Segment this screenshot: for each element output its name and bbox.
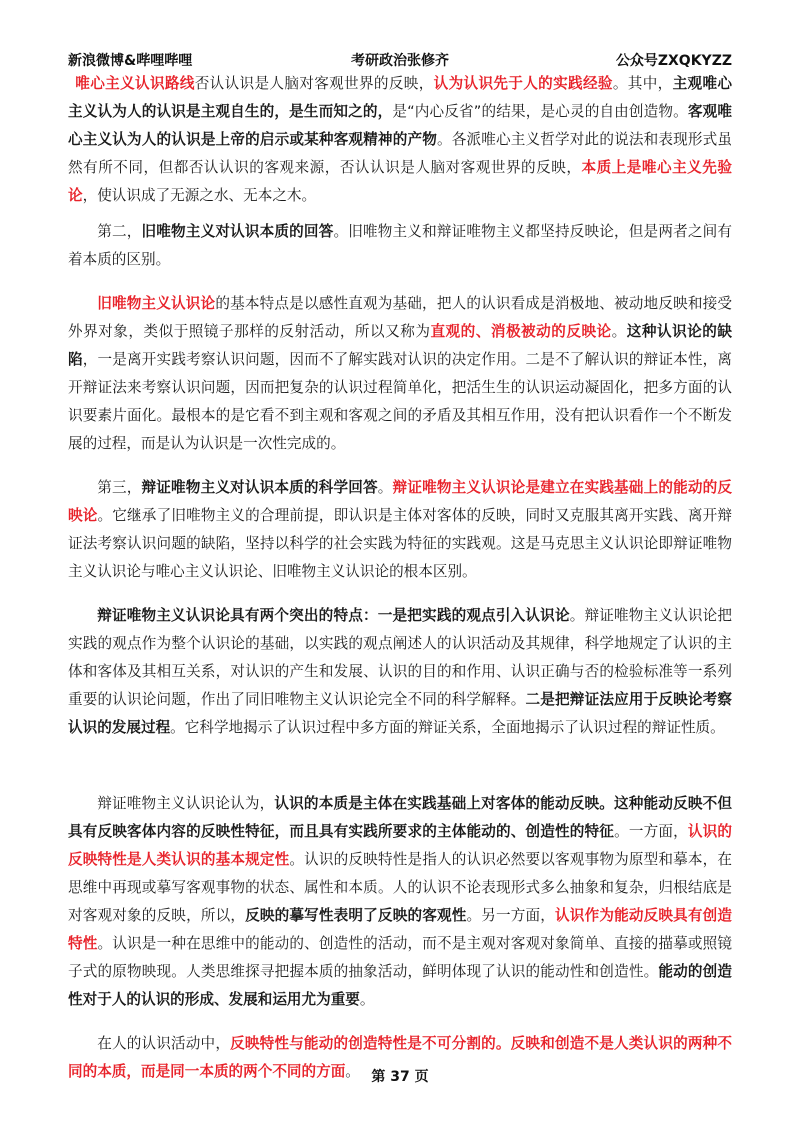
document-body (68, 70, 732, 1086)
bold-text: 反映的摹写性表明了反映的客观性 (245, 907, 467, 924)
bold-text: 主观唯心主义认为人的认识是主观自生的，是生而知之的， (68, 75, 732, 120)
paragraph (68, 290, 732, 458)
body-text: 。另一方面， (466, 907, 556, 924)
header-left-text: 新浪微博&哔哩哔哩 (68, 53, 193, 69)
body-text: ，使认识成了无源之水、无本之木。 (82, 187, 317, 204)
body-text: 。 (345, 1063, 360, 1080)
body-text: 。其中， (612, 75, 673, 92)
body-text: 。认识的反映特性是指人的认识必然要以客观事物为原型和摹本，在思维中再现或摹写客观事物的状态、属性和本质。人的认识不论表现形式多么抽象和复杂，归根结底是对客观对象的反映，所以， (68, 851, 732, 924)
paragraph (68, 70, 732, 210)
body-text: 。各派唯心主义哲学对此的说法和表现形式虽然有所不同，但都否认认识的客观来源，否认认识是人脑对客观世界的反映， (68, 131, 732, 176)
body-text: 。它科学地揭示了认识过程中多方面的辩证关系，全面地揭示了认识过程的辩证性质。 (170, 719, 725, 736)
highlight-text: 辩证唯物主义认识论是建立在实践基础上的能动的反映论 (68, 479, 732, 524)
body-text: 。辩证唯物主义认识论把实践的观点作为整个认识论的基础，以实践的观点阐述人的认识活动及其规律，科学地规定了认识的主体和客体及其相互关系，对认识的产生和发展、认识的目的和作用、认识正确与否的检验标准等一系列重要的认识论问题，作出了同旧唯物主义认识论完全不同的科学解释。 (68, 607, 732, 708)
paragraph (68, 218, 732, 274)
page-number: 第 37 页 (371, 1069, 429, 1085)
highlight-text: 本质上是唯心主义先验论 (68, 159, 732, 204)
body-text: 辩证唯物主义认识论认为， (97, 795, 275, 812)
highlight-text: 直观的、消极被动的反映论 (430, 323, 612, 340)
body-text: ，一是离开实践考察认识问题，因而不了解实践对认识的决定作用。二是不了解认识的辩证本性，离开辩证法来考察认识问题，因而把复杂的认识过程简单化，把活生生的认识运动凝固化，把多方面的认识要素片面化。最根本的是它看不到主观和客观之间的矛盾及其相互作用，没有把认识看作一个不断发展的过程，而是认为认识是一次性完成的。 (68, 351, 732, 452)
highlight-text: 反映特性与能动的创造特性是不可分割的。反映和创造不是人类认识的两种不同的本质，而是同一本质的两个不同的方面 (68, 1035, 732, 1080)
body-text: 。它继承了旧唯物主义的合理前提，即认识是主体对客体的反映，同时又克服其离开实践、离开辩证法考察认识问题的缺陷，坚持以科学的社会实践为特征的实践观。这是马克思主义认识论即辩证唯物主义认识论与唯心主义认识论、旧唯物主义认识论的根本区别。 (68, 507, 732, 580)
bold-text: 辩证唯物主义对认识本质的科学回答 (141, 479, 378, 496)
body-text: 第三， (97, 479, 142, 496)
body-text: 。旧唯物主义和辩证唯物主义都坚持反映论，但是两者之间有着本质的区别。 (68, 223, 732, 268)
highlight-text: 认为认识先于人的实践经验 (433, 75, 613, 92)
body-text: 是“内心反省”的结果，是心灵的自由创造物。 (392, 103, 688, 120)
paragraph (68, 602, 732, 742)
body-text: 的基本特点是以感性直观为基础，把人的认识看成是消极地、被动地反映和接受外界对象，类似于照镜子那样的反射活动，所以又称为 (68, 295, 732, 340)
bold-text: 客观唯心主义认为人的认识是上帝的启示或某种客观精神的产物 (68, 103, 732, 148)
bold-text: 旧唯物主义对认识本质的回答 (141, 223, 334, 240)
highlight-text: 旧唯物主义认识论 (97, 295, 216, 312)
bold-text: 这种认识论的缺陷 (68, 323, 732, 368)
body-text: 。 (611, 323, 627, 340)
header-center-text: 考研政治张修齐 (351, 53, 449, 69)
page-header (68, 50, 732, 72)
paragraph (68, 790, 732, 1014)
bold-text: 能动的创造性对于人的认识的形成、发展和运用尤为重要 (68, 963, 732, 1008)
body-text: 第二， (97, 223, 142, 240)
highlight-text: 认识作为能动反映具有创造特性 (68, 907, 732, 952)
highlight-text: 认识的反映特性是人类认识的基本规定性 (68, 823, 732, 868)
body-text: 。 (377, 479, 393, 496)
body-text: 在人的认识活动中， (97, 1035, 231, 1052)
bold-text: 认识的本质是主体在实践基础上对客体的能动反映。这种能动反映不但具有反映客体内容的反映性特征，而且具有实践所要求的主体能动的、创造性的特征 (68, 795, 732, 840)
header-right-text: 公众号ZXQKYZZ (615, 53, 732, 69)
body-text: 。认识是一种在思维中的能动的、创造性的活动，而不是主观对客观对象简单、直接的描摹或照镜子式的原物映现。人类思维探寻把握本质的抽象活动，鲜明体现了认识的能动性和创造性。 (68, 935, 732, 980)
body-text: 。一方面， (614, 823, 688, 840)
body-text: 。 (359, 991, 375, 1008)
paragraph (68, 474, 732, 586)
body-text: 否认认识是人脑对客观世界的反映， (194, 75, 434, 92)
bold-text: 辩证唯物主义认识论具有两个突出的特点：一是把实践的观点引入认识论 (97, 607, 570, 624)
highlight-text: 唯心主义认识路线 (75, 75, 195, 92)
bold-text: 二是把辩证法应用于反映论考察认识的发展过程 (68, 691, 732, 736)
